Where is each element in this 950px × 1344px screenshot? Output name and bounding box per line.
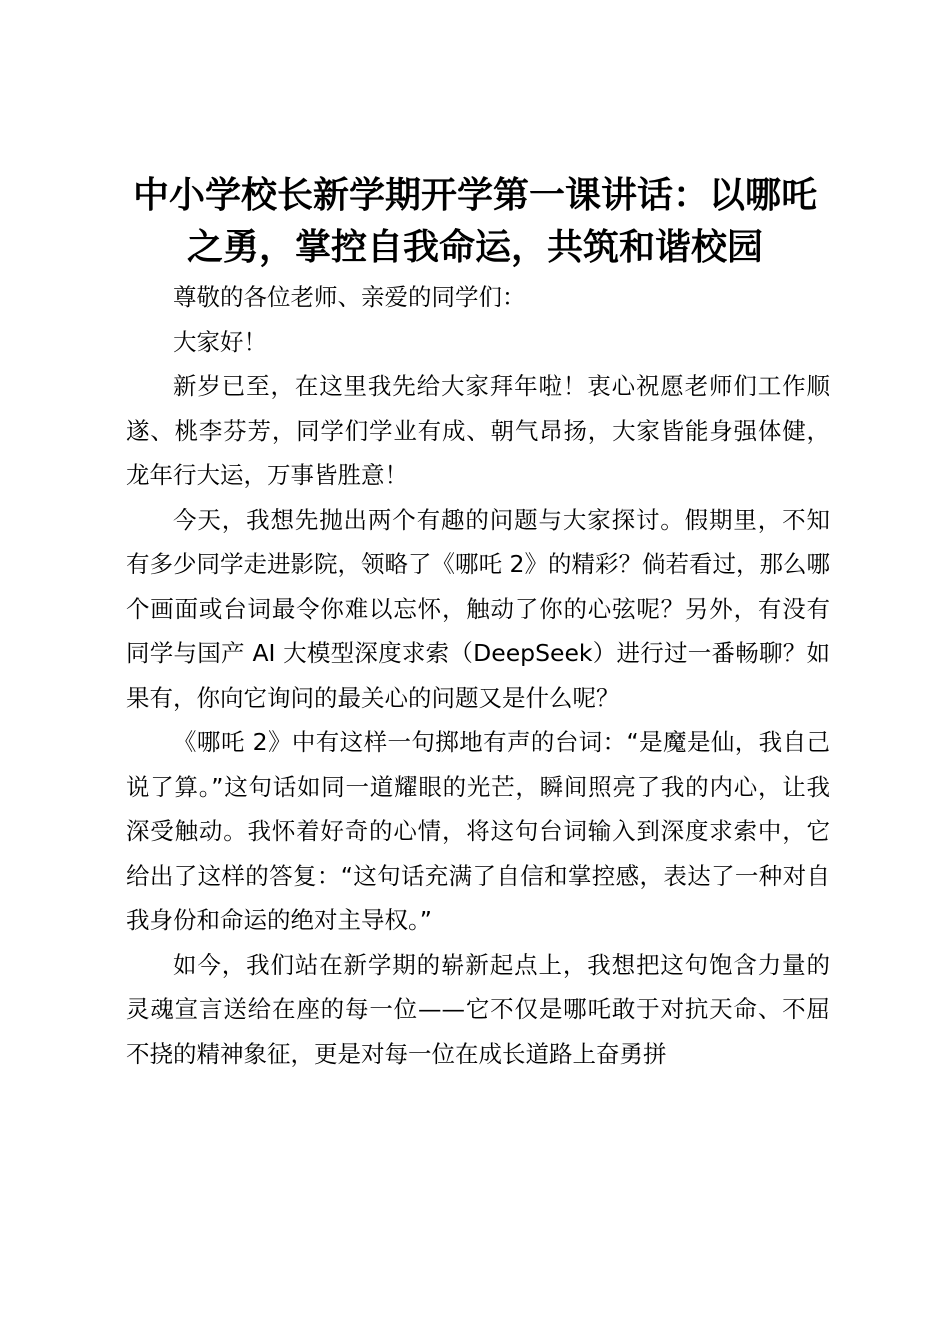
paragraph-questions: 今天，我想先抛出两个有趣的问题与大家探讨。假期里，不知有多少同学走进影院，领略了《哪吒 2》的精彩？倘若看过，那么哪个画面或台词最令你难以忘怀，触动了你的心弦呢？另外，有没有同学与国产 AI 大模型深度求索（DeepSeek）进行过一番畅聊？如果有，你向它询问的最关心的问题又是什么呢？: [126, 505, 830, 712]
document-body: [126, 275, 830, 1076]
greeting: 大家好！: [173, 327, 267, 356]
paragraph-new-year-wishes: 新岁已至，在这里我先给大家拜年啦！衷心祝愿老师们工作顺遂、桃李芬芳，同学们学业有成、朝气昂扬，大家皆能身强体健，龙年行大运，万事皆胜意！: [126, 372, 830, 489]
paragraph-new-semester: 如今，我们站在新学期的崭新起点上，我想把这句饱含力量的灵魂宣言送给在座的每一位——它不仅是哪吒敢于对抗天命、不屈不挠的精神象征，更是对每一位在成长道路上奋勇拼: [126, 950, 830, 1068]
paragraph-nezha-quote: 《哪吒 2》中有这样一句掷地有声的台词：“是魔是仙，我自己说了算。”这句话如同一道耀眼的光芒，瞬间照亮了我的内心，让我深受触动。我怀着好奇的心情，将这句台词输入到深度求索中，它给出了这样的答复：“这句话充满了自信和掌控感，表达了一种对自我身份和命运的绝对主导权。”: [126, 728, 830, 934]
salutation: 尊敬的各位老师、亲爱的同学们：: [173, 283, 526, 311]
document-title: 中小学校长新学期开学第一课讲话：以哪吒之勇，掌控自我命运，共筑和谐校园: [132, 175, 817, 268]
